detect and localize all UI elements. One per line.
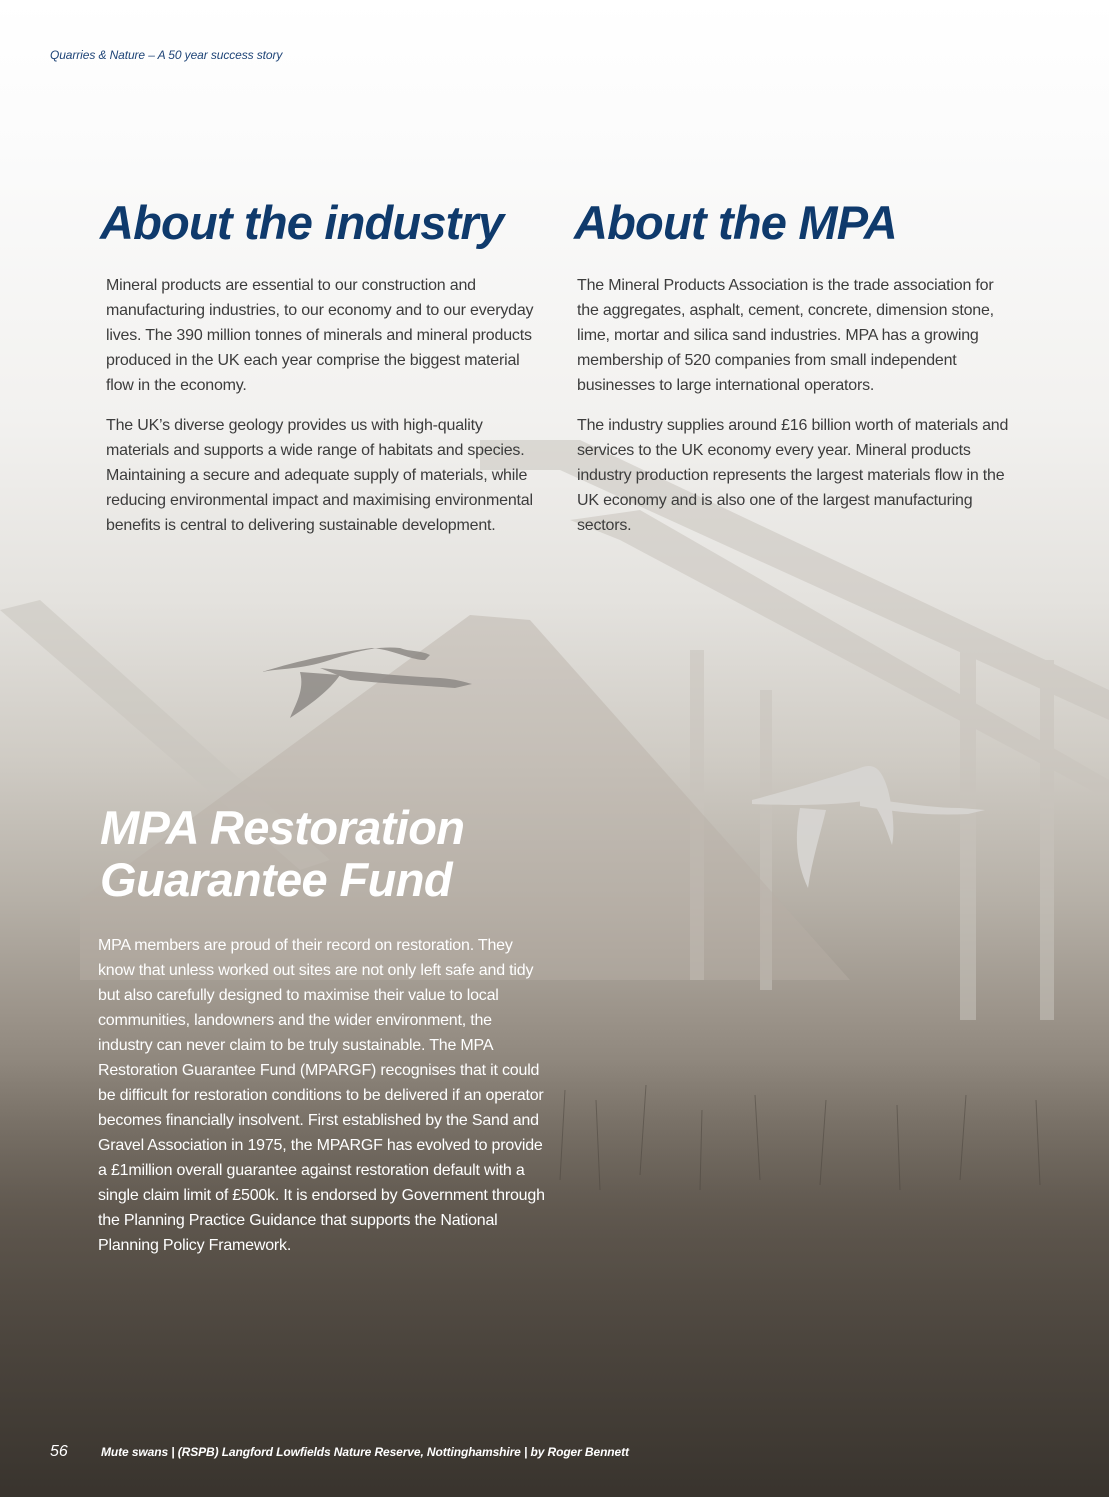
fund-body: MPA members are proud of their record on restoration. They know that unless worked out sites are not only left safe and tidy but also carefully designed to maximise their value to local communities, landowners and the wider environment, the industry can never claim to be truly sustainable. The MPA Restoration Guarantee Fund (MPARGF) recognises that it could be difficult for restoration conditions to be delivered if an operator becomes financially insolvent. First established by the Sand and Gravel Association in 1975, the MPARGF has evolved to provide a £1million overall guarantee against restoration default with a single claim limit of £500k. It is endorsed by Government through the Planning Practice Guidance that supports the National Planning Policy Framework. — [98, 937, 545, 1254]
photo-caption: Mute swans | (RSPB) Langford Lowfields Nature Reserve, Nottinghamshire | by Roger Bennett — [101, 1445, 629, 1459]
fund-heading: MPA Restoration Guarantee Fund — [100, 801, 465, 906]
mpa-paragraph: The industry supplies around £16 billion worth of materials and services to the UK economy every year. Mineral products industry production represents the largest materials flow in the UK economy and is also one of the largest manufacturing sectors. — [577, 417, 1009, 534]
mpa-text — [577, 273, 1017, 553]
industry-heading: About the industry — [100, 196, 504, 249]
running-header: Quarries & Nature – A 50 year success story — [50, 48, 283, 62]
mpa-paragraph: The Mineral Products Association is the trade association for the aggregates, asphalt, cement, concrete, dimension stone, lime, mortar and silica sand industries. MPA has a growing membership of 520 companies from small independent businesses to large international operators. — [577, 277, 994, 394]
mpa-heading: About the MPA — [574, 196, 897, 249]
swan-icon — [752, 766, 985, 888]
stockpile-mound — [80, 615, 850, 980]
industry-text — [106, 273, 536, 553]
industry-paragraph: The UK’s diverse geology provides us with high-quality materials and supports a wide range of habitats and species. Maintaining a secure and adequate supply of materials, while reducing environmental impact and maximising environmental benefits is central to delivering sustainable development. — [106, 417, 533, 534]
page-number: 56 — [50, 1443, 68, 1460]
industry-paragraph: Mineral products are essential to our construction and manufacturing industries, to our economy and to our everyday lives. The 390 million tonnes of minerals and mineral products produced in the UK each year comprise the biggest material flow in the economy. — [106, 277, 534, 394]
